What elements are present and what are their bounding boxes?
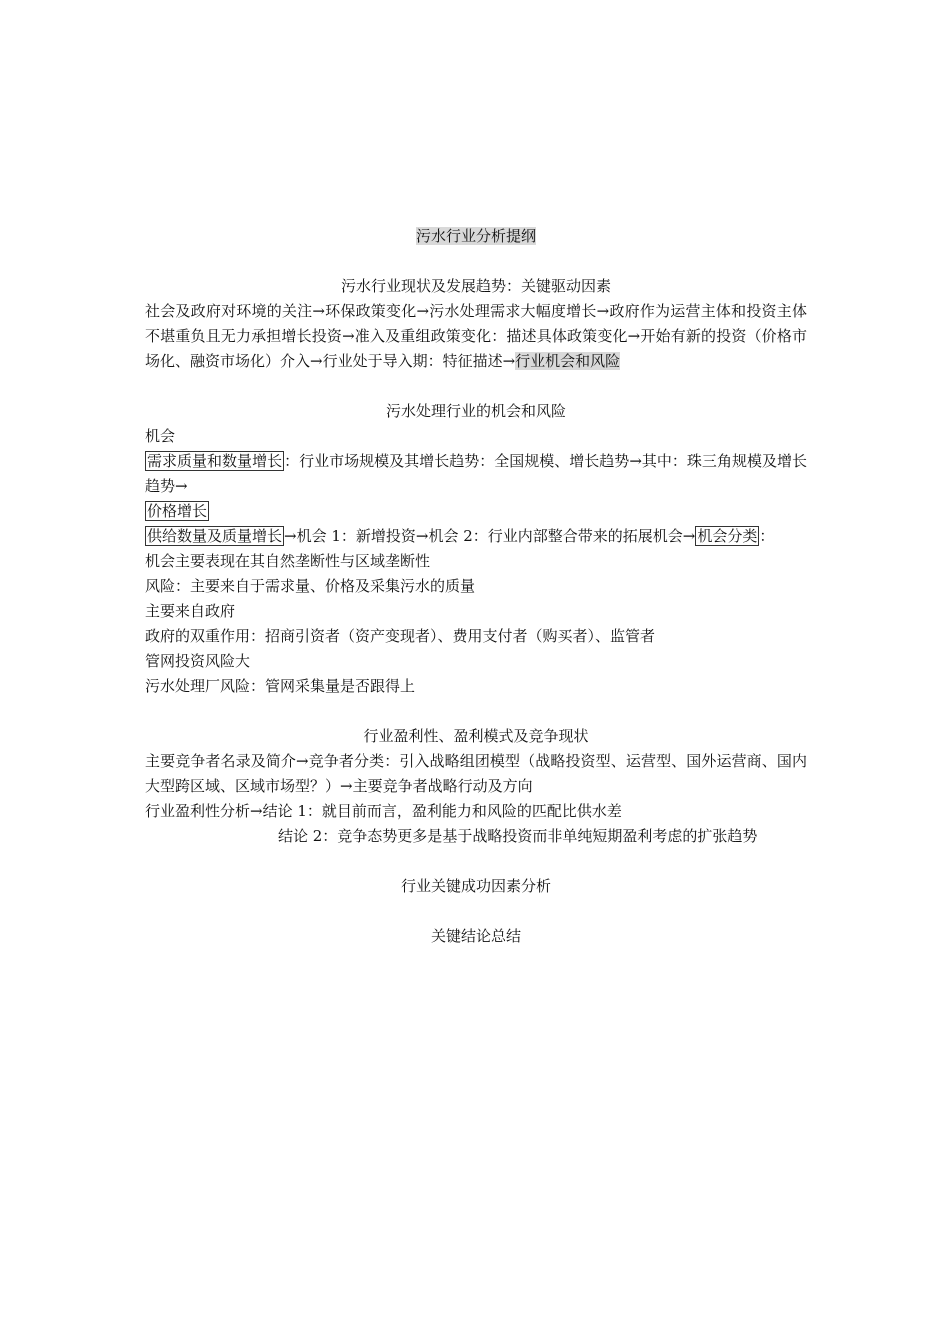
section1-heading: 污水行业现状及发展趋势：关键驱动因素 bbox=[340, 277, 611, 295]
section1-body-text: 社会及政府对环境的关注→环保政策变化→污水处理需求大幅度增长→政府作为运营主体和投资主体不堪重负且无力承担增长投资→准入及重组政策变化：描述具体政策变化→开始有新的投资（价格市场化、融资市场化）介入→行业处于导入期：特征描述→ bbox=[145, 302, 807, 370]
spacer bbox=[145, 899, 807, 924]
demand-paragraph bbox=[145, 449, 807, 499]
spacer bbox=[145, 699, 807, 724]
risk-line: 政府的双重作用：招商引资者（资产变现者）、费用支付者（购买者）、监管者 bbox=[145, 627, 656, 645]
risk-line: 风险：主要来自于需求量、价格及采集污水的质量 bbox=[145, 577, 476, 595]
category-box: 机会分类 bbox=[697, 527, 758, 545]
opportunity-label: 机会 bbox=[145, 427, 176, 445]
demand-box: 需求质量和数量增长 bbox=[147, 452, 283, 470]
price-box: 价格增长 bbox=[147, 502, 208, 520]
supply-paragraph bbox=[145, 524, 807, 549]
demand-text: ：行业市场规模及其增长趋势：全国规模、增长趋势→其中：珠三角规模及增长趋势→ bbox=[145, 452, 807, 495]
section1-highlight: 行业机会和风险 bbox=[515, 352, 621, 370]
competitors-paragraph: 主要竞争者名录及简介→竞争者分类：引入战略组团模型（战略投资型、运营型、国外运营商、国内大型跨区域、区域市场型？）→主要竞争者战略行动及方向 bbox=[145, 752, 807, 795]
supply-box: 供给数量及质量增长 bbox=[147, 527, 283, 545]
conclusion2-paragraph: 结论 2：竞争态势更多是基于战略投资而非单纯短期盈利考虑的扩张趋势 bbox=[278, 827, 758, 845]
price-paragraph bbox=[145, 499, 807, 524]
document-title bbox=[145, 224, 807, 249]
spacer bbox=[145, 849, 807, 874]
section1-body bbox=[145, 299, 807, 374]
risk-line: 管网投资风险大 bbox=[145, 652, 251, 670]
risk-line: 机会主要表现在其自然垄断性与区域垄断性 bbox=[145, 552, 431, 570]
category-tail: ： bbox=[759, 527, 775, 545]
spacer bbox=[145, 249, 807, 274]
section2-heading: 污水处理行业的机会和风险 bbox=[385, 402, 566, 420]
document-page bbox=[145, 224, 807, 949]
supply-text: →机会 1：新增投资→机会 2：行业内部整合带来的拓展机会→ bbox=[284, 527, 696, 545]
section3-heading: 行业盈利性、盈利模式及竞争现状 bbox=[363, 727, 589, 745]
risk-line: 污水处理厂风险：管网采集量是否跟得上 bbox=[145, 677, 416, 695]
section4-heading: 行业关键成功因素分析 bbox=[400, 877, 551, 895]
profit-line: 行业盈利性分析→结论 1：就目前而言，盈利能力和风险的匹配比供水差 bbox=[145, 802, 622, 820]
spacer bbox=[145, 374, 807, 399]
risk-line: 主要来自政府 bbox=[145, 602, 236, 620]
section5-heading: 关键结论总结 bbox=[430, 927, 521, 945]
title-text: 污水行业分析提纲 bbox=[415, 227, 536, 245]
